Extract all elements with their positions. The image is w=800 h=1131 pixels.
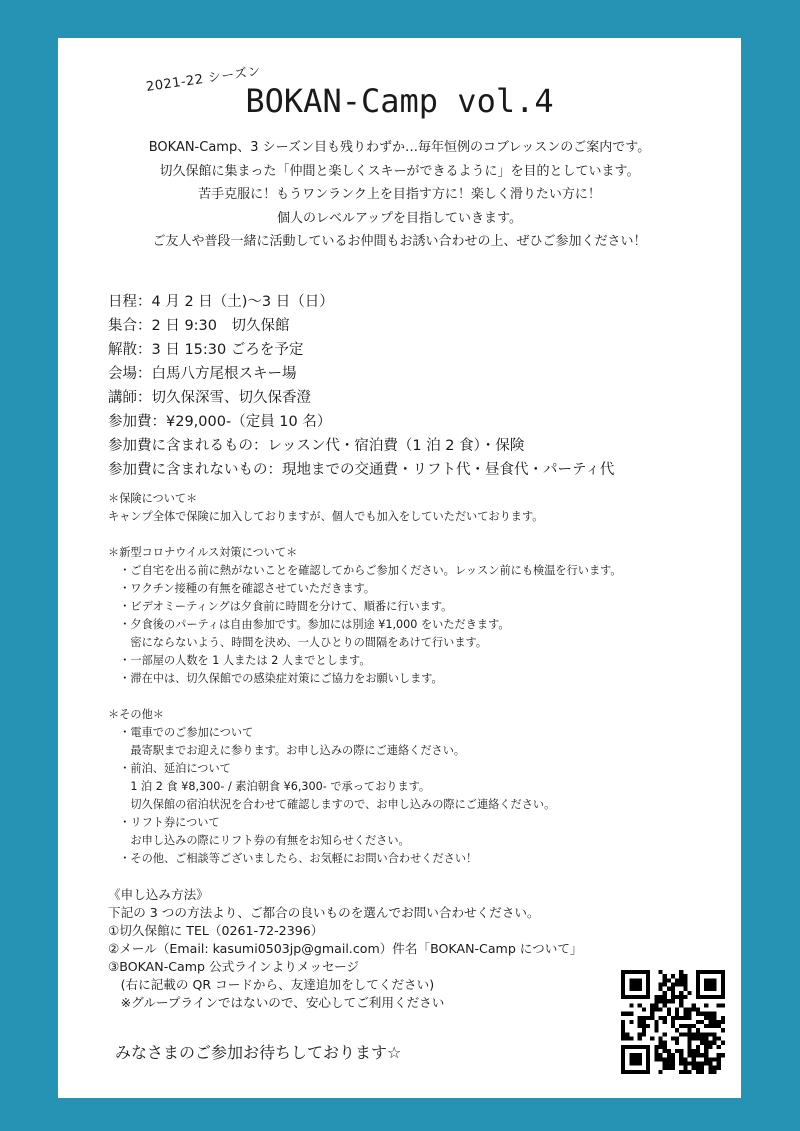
intro-line: 個人のレベルアップを目指していきます。 xyxy=(276,210,523,226)
detail-dismissal: 解散：3 日 15:30 ごろを予定 xyxy=(108,342,304,358)
other-section xyxy=(108,706,555,868)
detail-meeting: 集合：2 日 9:30 切久保館 xyxy=(108,318,290,334)
other-item: 最寄駅までお迎えに参ります。お申し込みの際にご連絡ください。 xyxy=(108,744,466,757)
intro-paragraph xyxy=(58,136,741,254)
insurance-section xyxy=(108,490,543,526)
covid-item: 密にならないよう、時間を決め、一人ひとりの間隔をあけて行います。 xyxy=(108,636,488,649)
other-item: ・前泊、延泊について xyxy=(108,762,231,775)
other-item: 切久保館の宿泊状況を合わせて確認しますので、お申し込みの際にご連絡ください。 xyxy=(108,798,556,811)
other-item: ・リフト券について xyxy=(108,816,220,829)
insurance-text: キャンプ全体で保険に加入しておりますが、個人でも加入をしていただいております。 xyxy=(108,510,544,523)
covid-section xyxy=(108,544,622,688)
other-item: 1 泊 2 食 ¥8,300- / 素泊朝食 ¥6,300- で承っております。 xyxy=(108,780,431,793)
covid-item: ・ビデオミーティングは夕食前に時間を分けて、順番に行います。 xyxy=(108,600,453,613)
apply-heading: 《申し込み方法》 xyxy=(108,887,209,902)
detail-venue: 会場：白馬八方尾根スキー場 xyxy=(108,366,297,382)
insurance-heading: ＊保険について＊ xyxy=(108,492,198,505)
event-details xyxy=(108,290,614,482)
other-item: ・電車でのご参加について xyxy=(108,726,254,739)
covid-heading: ＊新型コロナウイルス対策について＊ xyxy=(108,546,298,559)
intro-line: 苦手克服に！もうワンランク上を目指す方に！楽しく滑りたい方に！ xyxy=(198,187,601,202)
other-item: お申し込みの際にリフト券の有無をお知らせください。 xyxy=(108,834,410,847)
covid-item: ・ご自宅を出る前に熱がないことを確認してからご参加ください。レッスン前にも検温を行います。 xyxy=(108,564,622,577)
covid-item: ・滞在中は、切久保館での感染症対策にご協力をお願いします。 xyxy=(108,672,443,685)
detail-fee: 参加費：¥29,000-（定員 10 名） xyxy=(108,414,332,430)
apply-line-note: (右に記載の QR コードから、友達追加をしてください) xyxy=(108,977,435,992)
covid-item: ・一部屋の人数を 1 人または 2 人までとします。 xyxy=(108,654,371,667)
covid-item: ・ワクチン接種の有無を確認させていただきます。 xyxy=(108,582,376,595)
apply-phone[interactable]: ①切久保館に TEL（0261-72-2396） xyxy=(108,923,324,938)
flyer-title: BOKAN-Camp vol.4 xyxy=(245,82,554,120)
detail-schedule: 日程：4 月 2 日（土)〜3 日（日） xyxy=(108,294,334,310)
other-item: ・その他、ご相談等ございましたら、お気軽にお問い合わせください！ xyxy=(108,852,478,865)
apply-email[interactable]: ②メール（Email: kasumi0503jp@gmail.com）件名「BOKAN-Camp について」 xyxy=(108,941,583,956)
flyer-sheet xyxy=(58,38,741,1098)
application-section xyxy=(108,886,583,1012)
qr-code-icon[interactable] xyxy=(621,970,725,1074)
apply-line: ③BOKAN-Camp 公式ラインよりメッセージ xyxy=(108,959,360,974)
detail-instructors: 講師：切久保深雪、切久保香澄 xyxy=(108,390,311,406)
apply-line-note: ※グループラインではないので、安心してご利用ください xyxy=(108,995,445,1010)
intro-line: 切久保館に集まった「仲間と楽しくスキーができるように」を目的としています。 xyxy=(159,163,640,179)
other-heading: ＊その他＊ xyxy=(108,708,164,721)
covid-item: ・夕食後のパーティは自由参加です。参加には別途 ¥1,000 をいただきます。 xyxy=(108,618,510,631)
apply-intro: 下記の 3 つの方法より、ご都合の良いものを選んでお問い合わせください。 xyxy=(108,905,540,920)
intro-line: ご友人や普段一緒に活動しているお仲間もお誘い合わせの上、ぜひご参加ください！ xyxy=(152,234,647,249)
intro-line: BOKAN-Camp、3 シーズン目も残りわずか…毎年恒例のコブレッスンのご案内です。 xyxy=(148,140,651,155)
detail-fee-excluded: 参加費に含まれないもの：現地までの交通費・リフト代・昼食代・パーティ代 xyxy=(108,462,615,478)
detail-fee-included: 参加費に含まれるもの：レッスン代・宿泊費（1 泊 2 食）・保険 xyxy=(108,438,525,454)
closing-message: みなさまのご参加お待ちしております☆ xyxy=(115,1043,402,1062)
season-label: 2021-22 シーズン xyxy=(145,63,263,95)
